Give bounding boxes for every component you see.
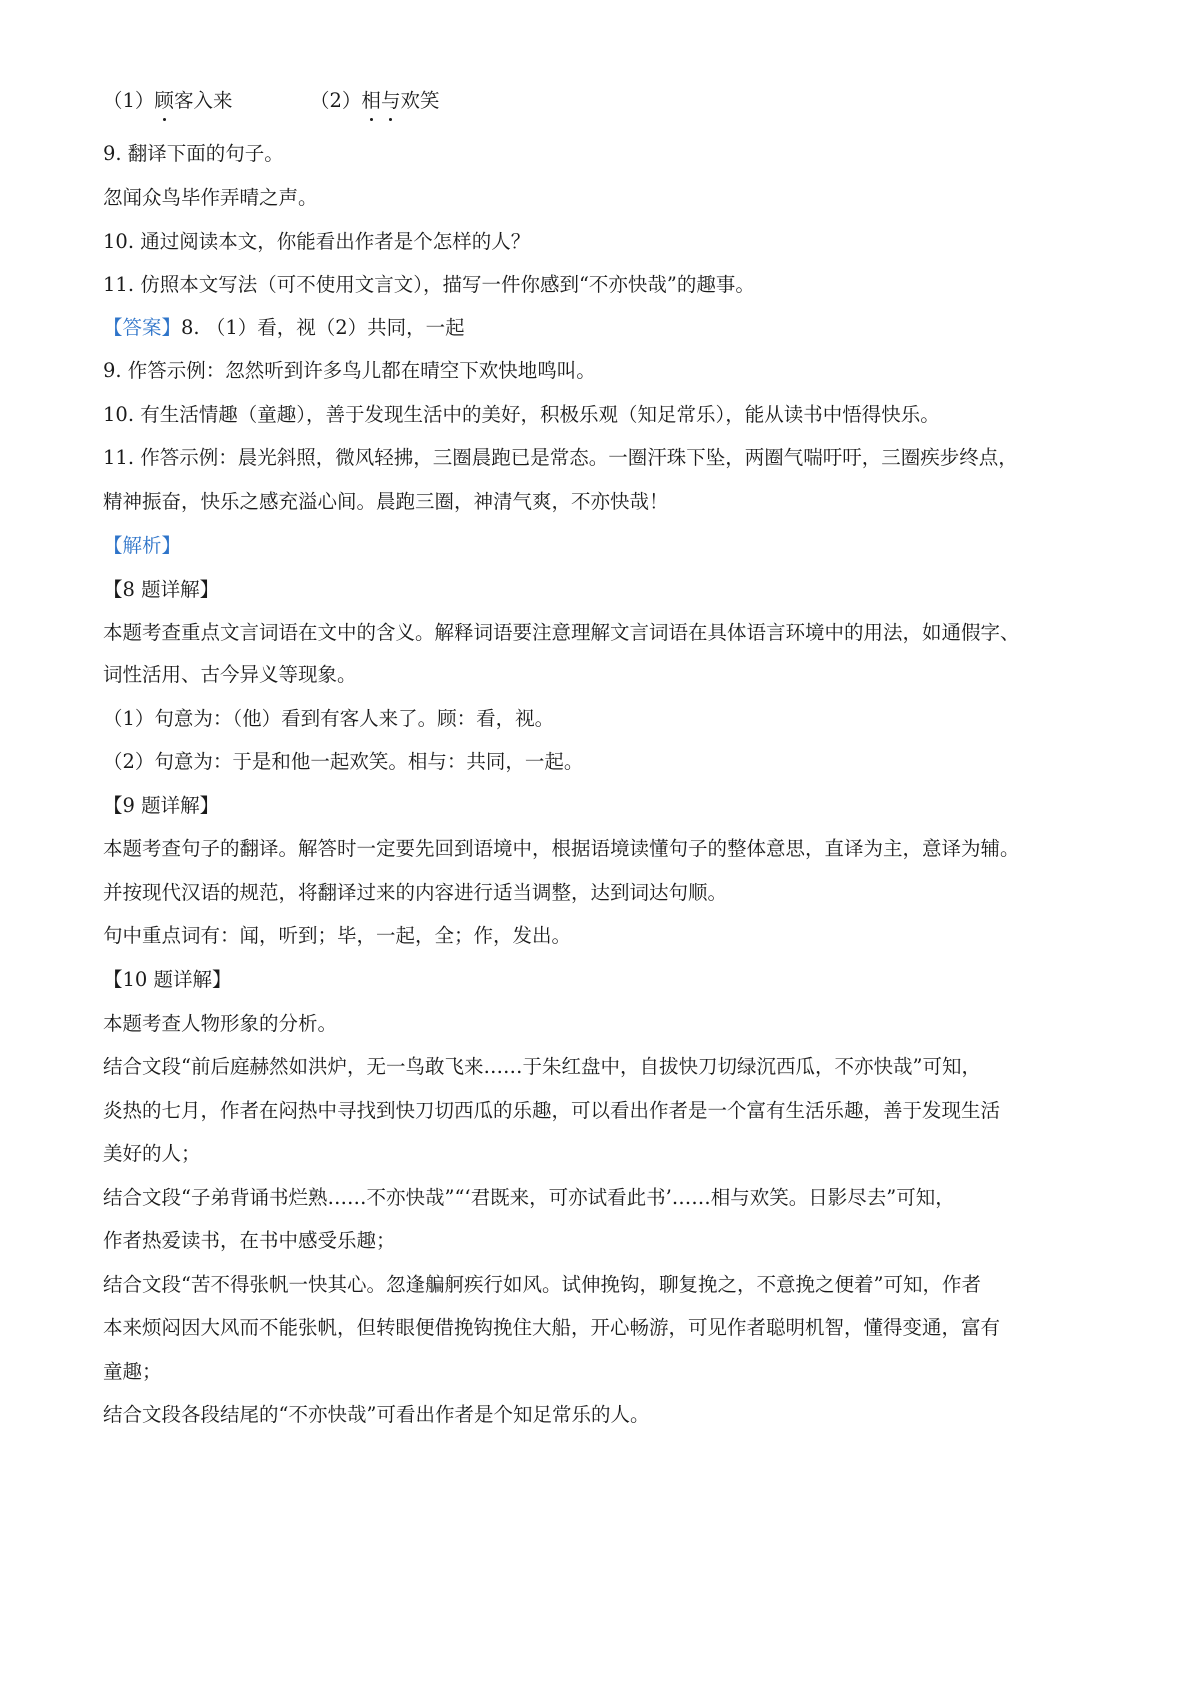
answer-label: 【答案】 [103, 316, 182, 339]
answer-q10: 10. 有生活情趣（童趣），善于发现生活中的美好，积极乐观（知足常乐），能从读书中悟得快乐。 [103, 403, 940, 426]
detail-8-title: 【8 题详解】 [103, 578, 220, 601]
detail-8-p2: （1）句意为：（他）看到有客人来了。顾：看，视。 [103, 707, 555, 730]
answer-q9: 9. 作答示例：忽然听到许多鸟儿都在晴空下欢快地鸣叫。 [103, 359, 596, 382]
answer-q11-line-1: 11. 作答示例：晨光斜照，微风轻拂，三圈晨跑已是常态。一圈汗珠下坠，两圈气喘吁吁，三圈疾步终点， [103, 446, 1018, 469]
q8-item-2: （2）相与欢笑 [310, 89, 440, 112]
q8-item-1: （1）顾客入来 [103, 89, 233, 112]
detail-10-p3-line-1: 结合文段“子弟背诵书烂熟……不亦快哉”“‘君既来，可亦试看此书’……相与欢笑。日影尽去”可知， [103, 1186, 955, 1209]
answer-q8: 8. （1）看，视（2）共同，一起 [181, 316, 465, 339]
detail-10-p2-line-2: 炎热的七月，作者在闷热中寻找到快刀切西瓜的乐趣，可以看出作者是一个富有生活乐趣，善于发现生活 [103, 1099, 1001, 1122]
question-9: 9. 翻译下面的句子。 [103, 142, 284, 165]
q8-items-line [103, 88, 1103, 114]
question-9-sentence: 忽闻众鸟毕作弄晴之声。 [103, 186, 318, 209]
detail-9-p2: 句中重点词有：闻，听到；毕，一起，全；作，发出。 [103, 924, 572, 947]
detail-10-p1: 本题考查人物形象的分析。 [103, 1012, 338, 1035]
detail-10-p2-line-1: 结合文段“前后庭赫然如洪炉，无一鸟敢飞来……于朱红盘中，自拔快刀切绿沉西瓜，不亦快哉”可知， [103, 1055, 981, 1078]
detail-9-title: 【9 题详解】 [103, 794, 220, 817]
answer-q11-line-2: 精神振奋，快乐之感充溢心间。晨跑三圈，神清气爽，不亦快哉！ [103, 490, 669, 513]
emphasis-dot-char: 相 [361, 89, 381, 112]
detail-10-p4-line-3: 童趣； [103, 1360, 162, 1383]
detail-8-p1-line-2: 词性活用、古今异义等现象。 [103, 663, 357, 686]
detail-10-p2-line-3: 美好的人； [103, 1142, 201, 1165]
detail-10-title: 【10 题详解】 [103, 968, 232, 991]
question-11: 11. 仿照本文写法（可不使用文言文），描写一件你感到“不亦快哉”的趣事。 [103, 273, 755, 296]
emphasis-dot-char: 与 [380, 89, 401, 112]
detail-9-p1-line-1: 本题考查句子的翻译。解答时一定要先回到语境中，根据语境读懂句子的整体意思，直译为主，意译为辅。 [103, 837, 1020, 860]
answer-q8-line [103, 315, 1103, 341]
detail-10-p5: 结合文段各段结尾的“不亦快哉”可看出作者是个知足常乐的人。 [103, 1403, 650, 1426]
emphasis-dot-char: 顾 [154, 89, 174, 112]
analysis-label: 【解析】 [103, 534, 182, 557]
detail-10-p4-line-2: 本来烦闷因大风而不能张帆，但转眼便借挽钩挽住大船，开心畅游，可见作者聪明机智，懂得变通，富有 [103, 1316, 1001, 1339]
detail-8-p3: （2）句意为：于是和他一起欢笑。相与：共同，一起。 [103, 750, 584, 773]
detail-8-p1-line-1: 本题考查重点文言词语在文中的含义。解释词语要注意理解文言词语在具体语言环境中的用法，如通假字、 [103, 621, 1020, 644]
detail-9-p1-line-2: 并按现代汉语的规范，将翻译过来的内容进行适当调整，达到词达句顺。 [103, 881, 728, 904]
detail-10-p4-line-1: 结合文段“苦不得张帆一快其心。忽逢艑舸疾行如风。试伸挽钩，聊复挽之，不意挽之便着”可知，作者 [103, 1273, 981, 1296]
question-10: 10. 通过阅读本文，你能看出作者是个怎样的人？ [103, 230, 531, 253]
detail-10-p3-line-2: 作者热爱读书，在书中感受乐趣； [103, 1229, 396, 1252]
